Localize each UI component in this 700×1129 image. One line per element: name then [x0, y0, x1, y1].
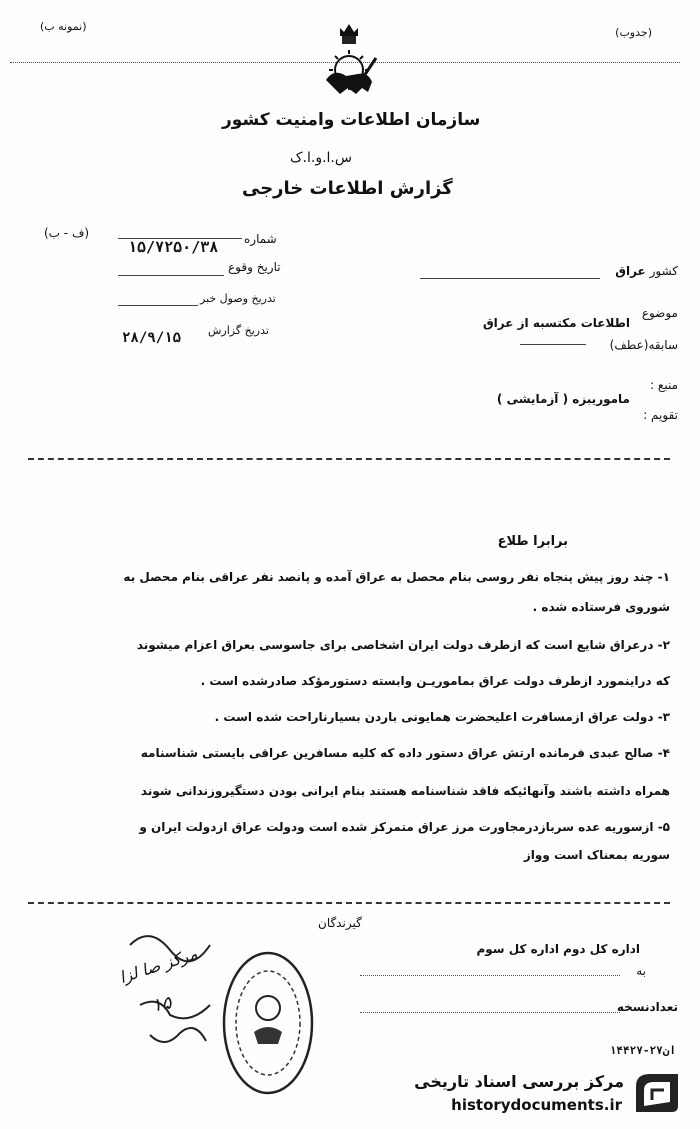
- body-line: شوروی فرستاده شده .: [532, 600, 670, 614]
- handwritten-scribble: [110, 915, 230, 1065]
- body-line: ۲- درعراق شایع است که ازطرف دولت ایران اشخاصی برای جاسوسی بعراق اعزام میشوند: [136, 638, 670, 652]
- to-line: [360, 975, 620, 976]
- received-date-line: [118, 305, 198, 306]
- subject-value: اطلاعات مکتسبه از عراق: [482, 316, 630, 330]
- previous-ref-line: [520, 344, 586, 345]
- country-value: عراق: [615, 264, 646, 278]
- previous-ref-label: سابقه(عطف): [609, 338, 678, 352]
- number-suffix: (ف - ب): [44, 226, 90, 240]
- body-line: ۴- صالح عبدی فرمانده ارتش عراق دستور داده که کلیه مسافرین عراقی بایستی شناسنامه: [140, 746, 670, 760]
- copies-line: [360, 1012, 620, 1013]
- report-date-value: ۲۸/۹/۱۵: [122, 330, 182, 346]
- body-heading: برابرا طلاع: [497, 534, 568, 549]
- watermark-url: historydocuments.ir: [451, 1096, 622, 1114]
- recipients-label: گیرندگان: [318, 916, 362, 930]
- form-code-label: (جدوب): [615, 26, 652, 39]
- country-label: کشور: [649, 264, 678, 278]
- lion-sun-emblem-icon: [318, 18, 380, 104]
- body-line: ۱- چند روز پیش پنجاه نفر روسی بنام محصل به عراق آمده و پانصد نفر عراقی بنام محصل به: [123, 570, 670, 584]
- watermark-title: مرکز بررسی اسناد تاریخی: [414, 1072, 624, 1091]
- country-line: [420, 278, 600, 279]
- body-line: همراه داشته باشند وآنهائیکه فاقد شناسنامه هستند بنام ایرانی بودن دستگیروزندانی شوند: [140, 784, 670, 798]
- official-stamp: [218, 948, 318, 1098]
- body-line: سوریه بمعناک است وواز: [523, 848, 670, 862]
- number-line: [118, 238, 242, 239]
- body-line: ۳- دولت عراق ازمسافرت اعلیحضرت همایونی باردن بسیارناراحت شده است .: [214, 710, 670, 724]
- source-value: ماموریبزه ( آزمایشی ): [496, 392, 630, 406]
- event-date-label: تاریخ وقوع: [228, 260, 281, 274]
- number-value: ۱۵/۷۲۵۰/۳۸: [128, 238, 219, 256]
- handwritten-note: مرکز صا لزا: [117, 944, 200, 987]
- to-label: به: [636, 964, 646, 978]
- source-label: منبع :: [650, 378, 678, 392]
- body-line: که دراینمورد ازطرف دولت عراق بماموریـن وابسته دستورمؤکد صادرشده است .: [200, 674, 670, 688]
- country-field: [615, 264, 678, 278]
- event-date-line: [118, 275, 224, 276]
- stamp-number: ۱۴۴۲۷-۲۷ان: [609, 1044, 676, 1057]
- report-date-label: تدریخ گزارش: [208, 324, 269, 337]
- evaluation-label: تقویم :: [643, 408, 678, 422]
- copies-label: تعدادنسخه: [616, 1000, 678, 1014]
- number-label: شماره: [244, 232, 277, 246]
- handwritten-figure: ۱۵: [150, 992, 174, 1017]
- department-list: اداره کل دوم اداره کل سوم: [476, 942, 640, 956]
- form-type-label: (نمونه ب): [40, 20, 87, 33]
- report-title: گزارش اطلاعات خارجی: [242, 178, 453, 199]
- reference-code: س.ا.و.ا.ک: [290, 150, 352, 166]
- body-line: ۵- ازسوریه عده سربازدرمجاورت مرز عراق متمرکز شده است ودولت عراق ازدولت ایران و: [139, 820, 670, 834]
- archive-logo-icon: [628, 1068, 686, 1118]
- organization-name: سازمان اطلاعات وامنیت کشور: [222, 110, 481, 130]
- body-divider: [28, 902, 670, 904]
- received-date-label: تدریخ وصول خبر: [200, 292, 276, 305]
- subject-label: موضوع: [641, 306, 678, 320]
- header-divider: [28, 458, 670, 460]
